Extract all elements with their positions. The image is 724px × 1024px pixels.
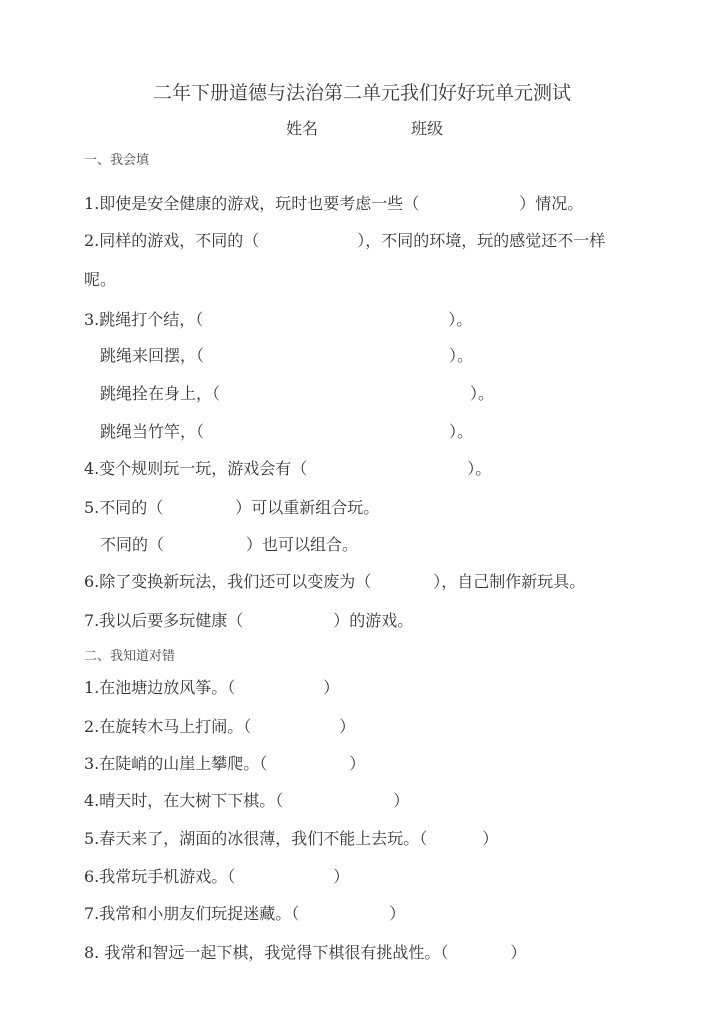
item-text: 5.春天来了，湖面的冰很薄，我们不能上去玩。（ <box>84 829 428 848</box>
question-text: ）可以重新组合玩。 <box>235 498 380 517</box>
item-text: ） <box>323 678 340 697</box>
true-false-item <box>84 791 409 811</box>
item-text: 7.我常和小朋友们玩捉迷藏。（ <box>84 904 300 923</box>
true-false-item <box>84 754 365 774</box>
item-text: ） <box>482 829 499 848</box>
question-text: ）情况。 <box>519 194 584 213</box>
fill-question-1 <box>84 194 583 214</box>
question-text: ），自己制作新玩具。 <box>433 572 586 591</box>
true-false-item <box>84 829 498 849</box>
true-false-item <box>84 717 355 737</box>
item-text: 1.在池塘边放风筝。（ <box>84 678 236 697</box>
fill-question-5b <box>100 535 358 555</box>
question-text: 跳绳拴在身上，（ <box>100 384 221 403</box>
fill-question-2-continued: 呢。 <box>84 270 117 289</box>
question-text: 7.我以后要多玩健康（ <box>84 611 244 630</box>
fill-question-3a <box>84 310 472 330</box>
fill-question-3c <box>100 384 494 404</box>
fill-question-6 <box>84 572 585 592</box>
question-text: 跳绳当竹竿，（ <box>100 422 205 441</box>
fill-question-4 <box>84 459 491 479</box>
question-text: 3.跳绳打个结，（ <box>84 310 204 329</box>
question-text: ）也可以组合。 <box>246 535 359 554</box>
question-text: 不同的（ <box>100 535 165 554</box>
item-text: ） <box>393 791 410 810</box>
fill-question-3b <box>100 346 473 366</box>
item-text: 3.在陡峭的山崖上攀爬。（ <box>84 754 268 773</box>
section-heading-true-false: 二、我知道对错 <box>84 649 176 664</box>
question-text: 1.即使是安全健康的游戏，玩时也要考虑一些（ <box>84 194 420 213</box>
name-label: 姓名 <box>286 119 319 138</box>
section-heading-fill: 一、我会填 <box>84 153 150 168</box>
fill-question-3d <box>100 422 473 442</box>
true-false-item <box>84 678 339 698</box>
question-text: ）。 <box>449 346 474 365</box>
question-text: 6.除了变换新玩法，我们还可以变废为（ <box>84 572 372 591</box>
question-text: 跳绳来回摆，（ <box>100 346 205 365</box>
question-text: ）。 <box>470 384 495 403</box>
page-title: 二年下册道德与法治第二单元我们好好玩单元测试 <box>152 82 571 104</box>
question-text: 5.不同的（ <box>84 498 164 517</box>
item-text: 6.我常玩手机游戏。（ <box>84 867 236 886</box>
item-text: 4.晴天时，在大树下下棋。（ <box>84 791 284 810</box>
fill-question-5a <box>84 498 379 518</box>
question-text: 2.同样的游戏，不同的（ <box>84 231 260 250</box>
item-text: ） <box>510 943 527 962</box>
item-text: 8. 我常和智远一起下棋，我觉得下棋很有挑战性。（ <box>84 943 449 962</box>
item-text: ） <box>349 754 366 773</box>
true-false-item <box>84 943 526 963</box>
item-text: 2.在旋转木马上打闹。（ <box>84 717 252 736</box>
question-text: ）。 <box>449 422 474 441</box>
item-text: ） <box>339 717 356 736</box>
question-text: ），不同的环境，玩的感觉还不一样 <box>357 231 606 250</box>
true-false-item <box>84 867 349 887</box>
question-text: ）。 <box>448 310 473 329</box>
fill-question-2 <box>84 231 605 251</box>
class-label: 班级 <box>411 119 444 138</box>
item-text: ） <box>333 867 350 886</box>
question-text: ）。 <box>467 459 492 478</box>
true-false-item <box>84 904 405 924</box>
fill-question-7 <box>84 611 413 631</box>
question-text: 4.变个规则玩一玩，游戏会有（ <box>84 459 308 478</box>
question-text: ）的游戏。 <box>333 611 414 630</box>
item-text: ） <box>389 904 406 923</box>
